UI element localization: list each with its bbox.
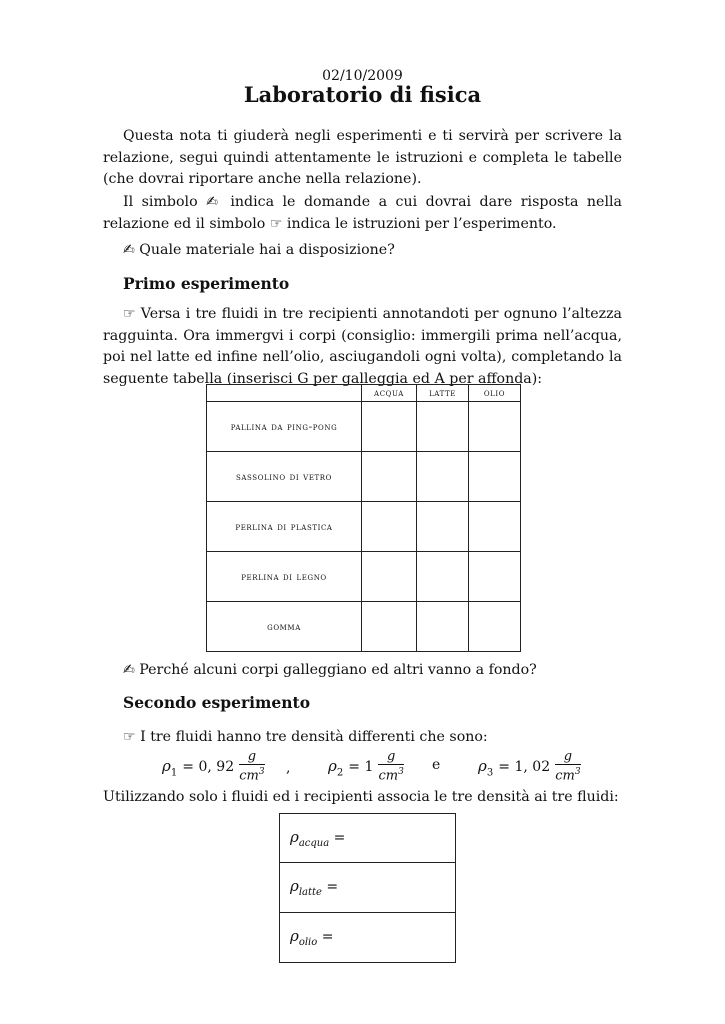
question-materials-text: Quale materiale hai a disposizione? — [139, 242, 395, 258]
writing-hand-icon: ✍ — [206, 194, 222, 210]
col-header-acqua: acqua — [362, 385, 417, 402]
answer-cell[interactable] — [417, 552, 469, 602]
pointing-hand-icon: ☞ — [269, 215, 283, 232]
density-rho3: $\rho_3 = 1$, 02 $\frac{g}{cm^3}$ — [478, 749, 581, 784]
table-row — [207, 502, 521, 552]
row-label: pallina da ping-pong — [207, 402, 362, 452]
unit-fraction: $\frac{g}{cm^3}$ — [239, 749, 265, 784]
unit-fraction: $\frac{g}{cm^3}$ — [555, 749, 581, 784]
floating-table — [206, 384, 521, 652]
document-date: 02/10/2009 — [322, 68, 403, 84]
col-header-latte: latte — [417, 385, 469, 402]
row-label: gomma — [207, 602, 362, 652]
exp1-instruction-text: Versa i tre fluidi in tre recipienti annotandoti per ognuno l’altezza ragguinta. Ora immergvi i corpi (consiglio: immergili prima nell’acqua, poi nel latte ed infine nell’olio, asciugandoli ogni volta), completando la seguente tabella (inserisci G per galleggia ed A per affonda): — [103, 306, 622, 387]
col-header-olio: olio — [469, 385, 521, 402]
answer-cell[interactable] — [469, 502, 521, 552]
table-corner-cell — [207, 385, 362, 402]
answer-cell[interactable] — [469, 452, 521, 502]
symbols-text-c: indica le istruzioni per l’esperimento. — [286, 215, 557, 232]
document-title: Laboratorio di fisica — [243, 82, 482, 107]
writing-hand-icon: ✍ — [123, 662, 135, 678]
density-rho2: $\rho_2 = 1$ $\frac{g}{cm^3}$ — [328, 749, 404, 784]
writing-hand-icon: ✍ — [123, 242, 135, 258]
density-cell-acqua[interactable]: $\rho_{acqua}$ = — [280, 814, 456, 863]
exp1-instruction — [103, 304, 622, 390]
section-title-exp1: Primo esperimento — [123, 274, 290, 293]
question-floating-text: Perché alcuni corpi galleggiano ed altri vanno a fondo? — [139, 662, 537, 678]
symbols-text-a: Il simbolo — [123, 194, 198, 210]
row-label: sassolino di vetro — [207, 452, 362, 502]
table-row — [207, 402, 521, 452]
exp2-instruction-text: I tre fluidi hanno tre densità differenti che sono: — [140, 729, 488, 745]
density-separator-and: e — [432, 757, 441, 773]
answer-cell[interactable] — [417, 452, 469, 502]
answer-cell[interactable] — [417, 502, 469, 552]
pointing-hand-icon: ☞ — [123, 306, 136, 322]
density-row-latte — [280, 863, 456, 913]
row-label: perlina di plastica — [207, 502, 362, 552]
section-title-exp2: Secondo esperimento — [123, 693, 311, 712]
exp2-instruction — [123, 727, 623, 749]
question-materials — [123, 240, 623, 262]
question-floating — [123, 660, 623, 682]
table-row — [207, 602, 521, 652]
answer-cell[interactable] — [362, 502, 417, 552]
intro-paragraph: Questa nota ti giuderà negli esperimenti e ti servirà per scrivere la relazione, segui quindi attentamente le istruzioni e completa le tabelle (che dovrai riportare anche nella relazione). — [103, 128, 622, 187]
density-row-acqua — [280, 814, 456, 863]
answer-cell[interactable] — [362, 452, 417, 502]
unit-fraction: $\frac{g}{cm^3}$ — [378, 749, 404, 784]
answer-cell[interactable] — [469, 552, 521, 602]
pointing-hand-icon: ☞ — [123, 729, 136, 745]
density-table — [279, 813, 456, 963]
answer-cell[interactable] — [362, 402, 417, 452]
density-cell-latte[interactable]: $\rho_{latte}$ = — [280, 863, 456, 913]
symbols-paragraph — [103, 192, 622, 235]
answer-cell[interactable] — [362, 552, 417, 602]
answer-cell[interactable] — [362, 602, 417, 652]
density-rho1: $\rho_1 = 0$, 92 $\frac{g}{cm^3}$ — [162, 749, 265, 784]
answer-cell[interactable] — [417, 602, 469, 652]
answer-cell[interactable] — [417, 402, 469, 452]
table-row — [207, 552, 521, 602]
answer-cell[interactable] — [469, 402, 521, 452]
density-cell-olio[interactable]: $\rho_{olio}$ = — [280, 913, 456, 963]
symbols-text-b: indica le domande a cui dovrai dare risposta nella relazione ed il simbolo — [103, 194, 622, 232]
row-label: perlina di legno — [207, 552, 362, 602]
answer-cell[interactable] — [469, 602, 521, 652]
exp2-associate-text: Utilizzando solo i fluidi ed i recipienti associa le tre densità ai tre fluidi: — [103, 789, 619, 805]
table-row — [207, 452, 521, 502]
density-separator-comma: , — [286, 760, 291, 776]
density-row-olio — [280, 913, 456, 963]
